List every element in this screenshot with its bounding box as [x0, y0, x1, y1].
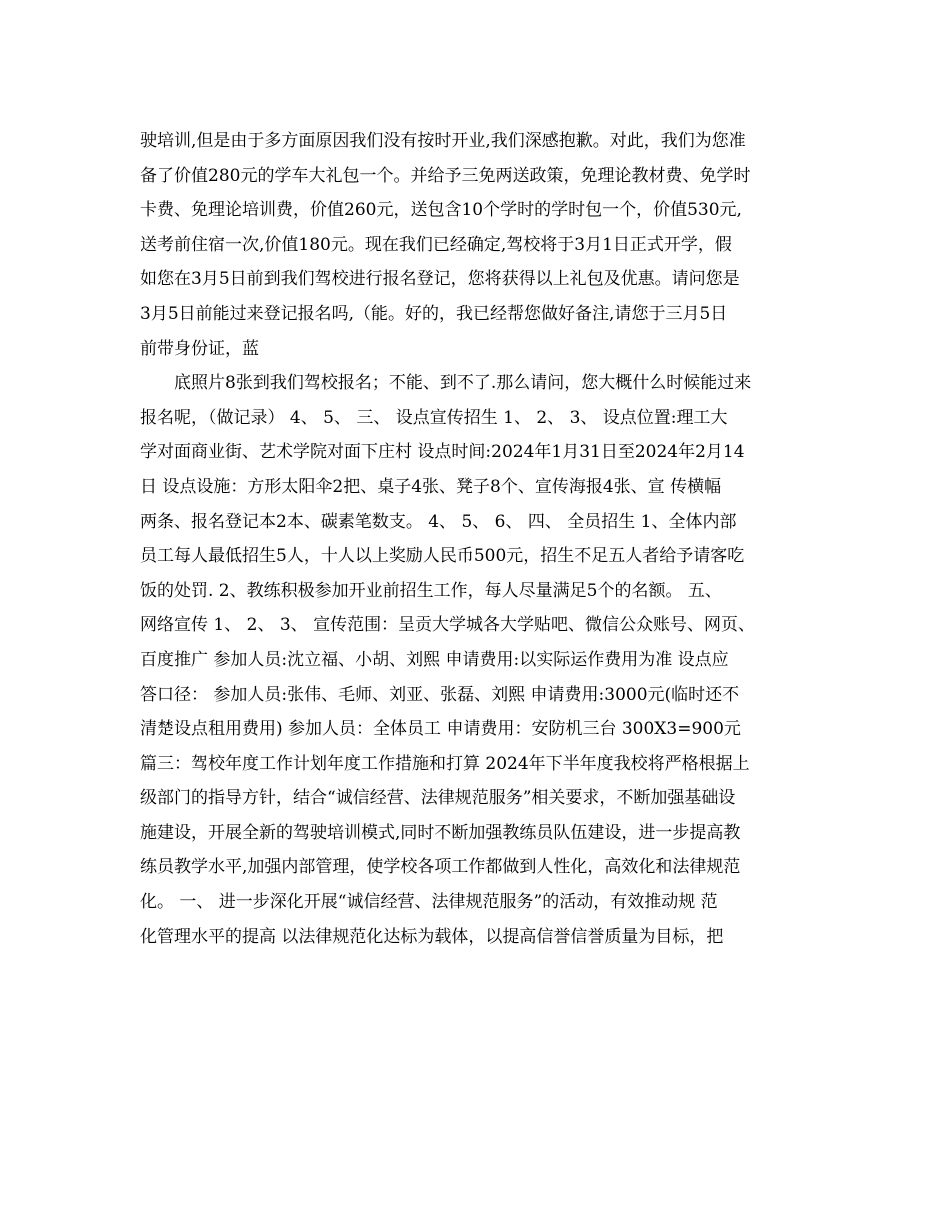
text-line: 前带身份证，蓝 — [140, 338, 259, 359]
text-line: 清楚设点租用费用) 参加人员：全体员工 申请费用：安防机三台 300X3=900元 — [140, 719, 741, 740]
text-line: 化。 一、 进一步深化开展“诚信经营、法律规范服务”的活动，有效推动规 范 — [140, 892, 718, 913]
text-line: 网络宣传 1、 2、 3、 宣传范围：呈贡大学城各大学贴吧、微信公众账号、网页、 — [140, 615, 756, 636]
text-line: 饭的处罚. 2、教练积极参加开业前招生工作，每人尽量满足5个的名额。 五、 — [140, 580, 722, 601]
text-line: 施建设，开展全新的驾驶培训模式,同时不断加强教练员队伍建设，进一步提高教 — [140, 822, 741, 843]
text-line: 送考前住宿一次,价值180元。现在我们已经确定,驾校将于3月1日正式开学，假 — [140, 234, 732, 255]
text-line: 篇三：驾校年度工作计划年度工作措施和打算 2024年下半年度我校将严格根据上 — [140, 753, 750, 774]
text-line: 百度推广 参加人员:沈立福、小胡、刘熙 申请费用:以实际运作费用为准 设点应 — [140, 649, 729, 670]
text-line: 练员教学水平,加强内部管理，使学校各项工作都做到人性化，高效化和法律规范 — [140, 857, 741, 878]
text-line: 答口径： 参加人员:张伟、毛师、刘亚、张磊、刘熙 申请费用:3000元(临时还不 — [140, 684, 740, 705]
paragraph-first-line: 底照片8张到我们驾校报名；不能、到不了.那么请问，您大概什么时候能过来 — [174, 373, 752, 394]
text-line: 报名呢，（做记录） 4、 5、 三、 设点宣传招生 1、 2、 3、 设点位置:理工大 — [140, 407, 728, 428]
text-line: 如您在3月5日前到我们驾校进行报名登记，您将获得以上礼包及优惠。请问您是 — [140, 269, 740, 290]
text-line: 日 设点设施：方形太阳伞2把、桌子4张、凳子8个、宣传海报4张、宣 传横幅 — [140, 476, 722, 497]
text-line: 化管理水平的提高 以法律规范化达标为载体，以提高信誉信誉质量为目标，把 — [140, 926, 724, 947]
text-line: 级部门的指导方针，结合“诚信经营、法律规范服务”相关要求，不断加强基础设 — [140, 788, 736, 809]
text-line: 备了价值280元的学车大礼包一个。并给予三免两送政策，免理论教材费、免学时 — [140, 165, 751, 186]
text-line: 两条、报名登记本2本、碳素笔数支。 4、 5、 6、 四、 全员招生 1、全体内部 — [140, 511, 737, 532]
text-line: 3月5日前能过来登记报名吗,（能。好的，我已经帮您做好备注,请您于三月5日 — [140, 303, 728, 324]
text-line: 学对面商业街、艺术学院对面下庄村 设点时间:2024年1月31日至2024年2月14 — [140, 442, 745, 463]
text-line: 员工每人最低招生5人，十人以上奖励人民币500元，招生不足五人者给予请客吃 — [140, 546, 745, 567]
text-line: 卡费、免理论培训费，价值260元，送包含10个学时的学时包一个，价值530元, — [140, 200, 742, 221]
text-line: 驶培训,但是由于多方面原因我们没有按时开业,我们深感抱歉。对此，我们为您准 — [140, 131, 746, 151]
document-body — [140, 124, 820, 954]
